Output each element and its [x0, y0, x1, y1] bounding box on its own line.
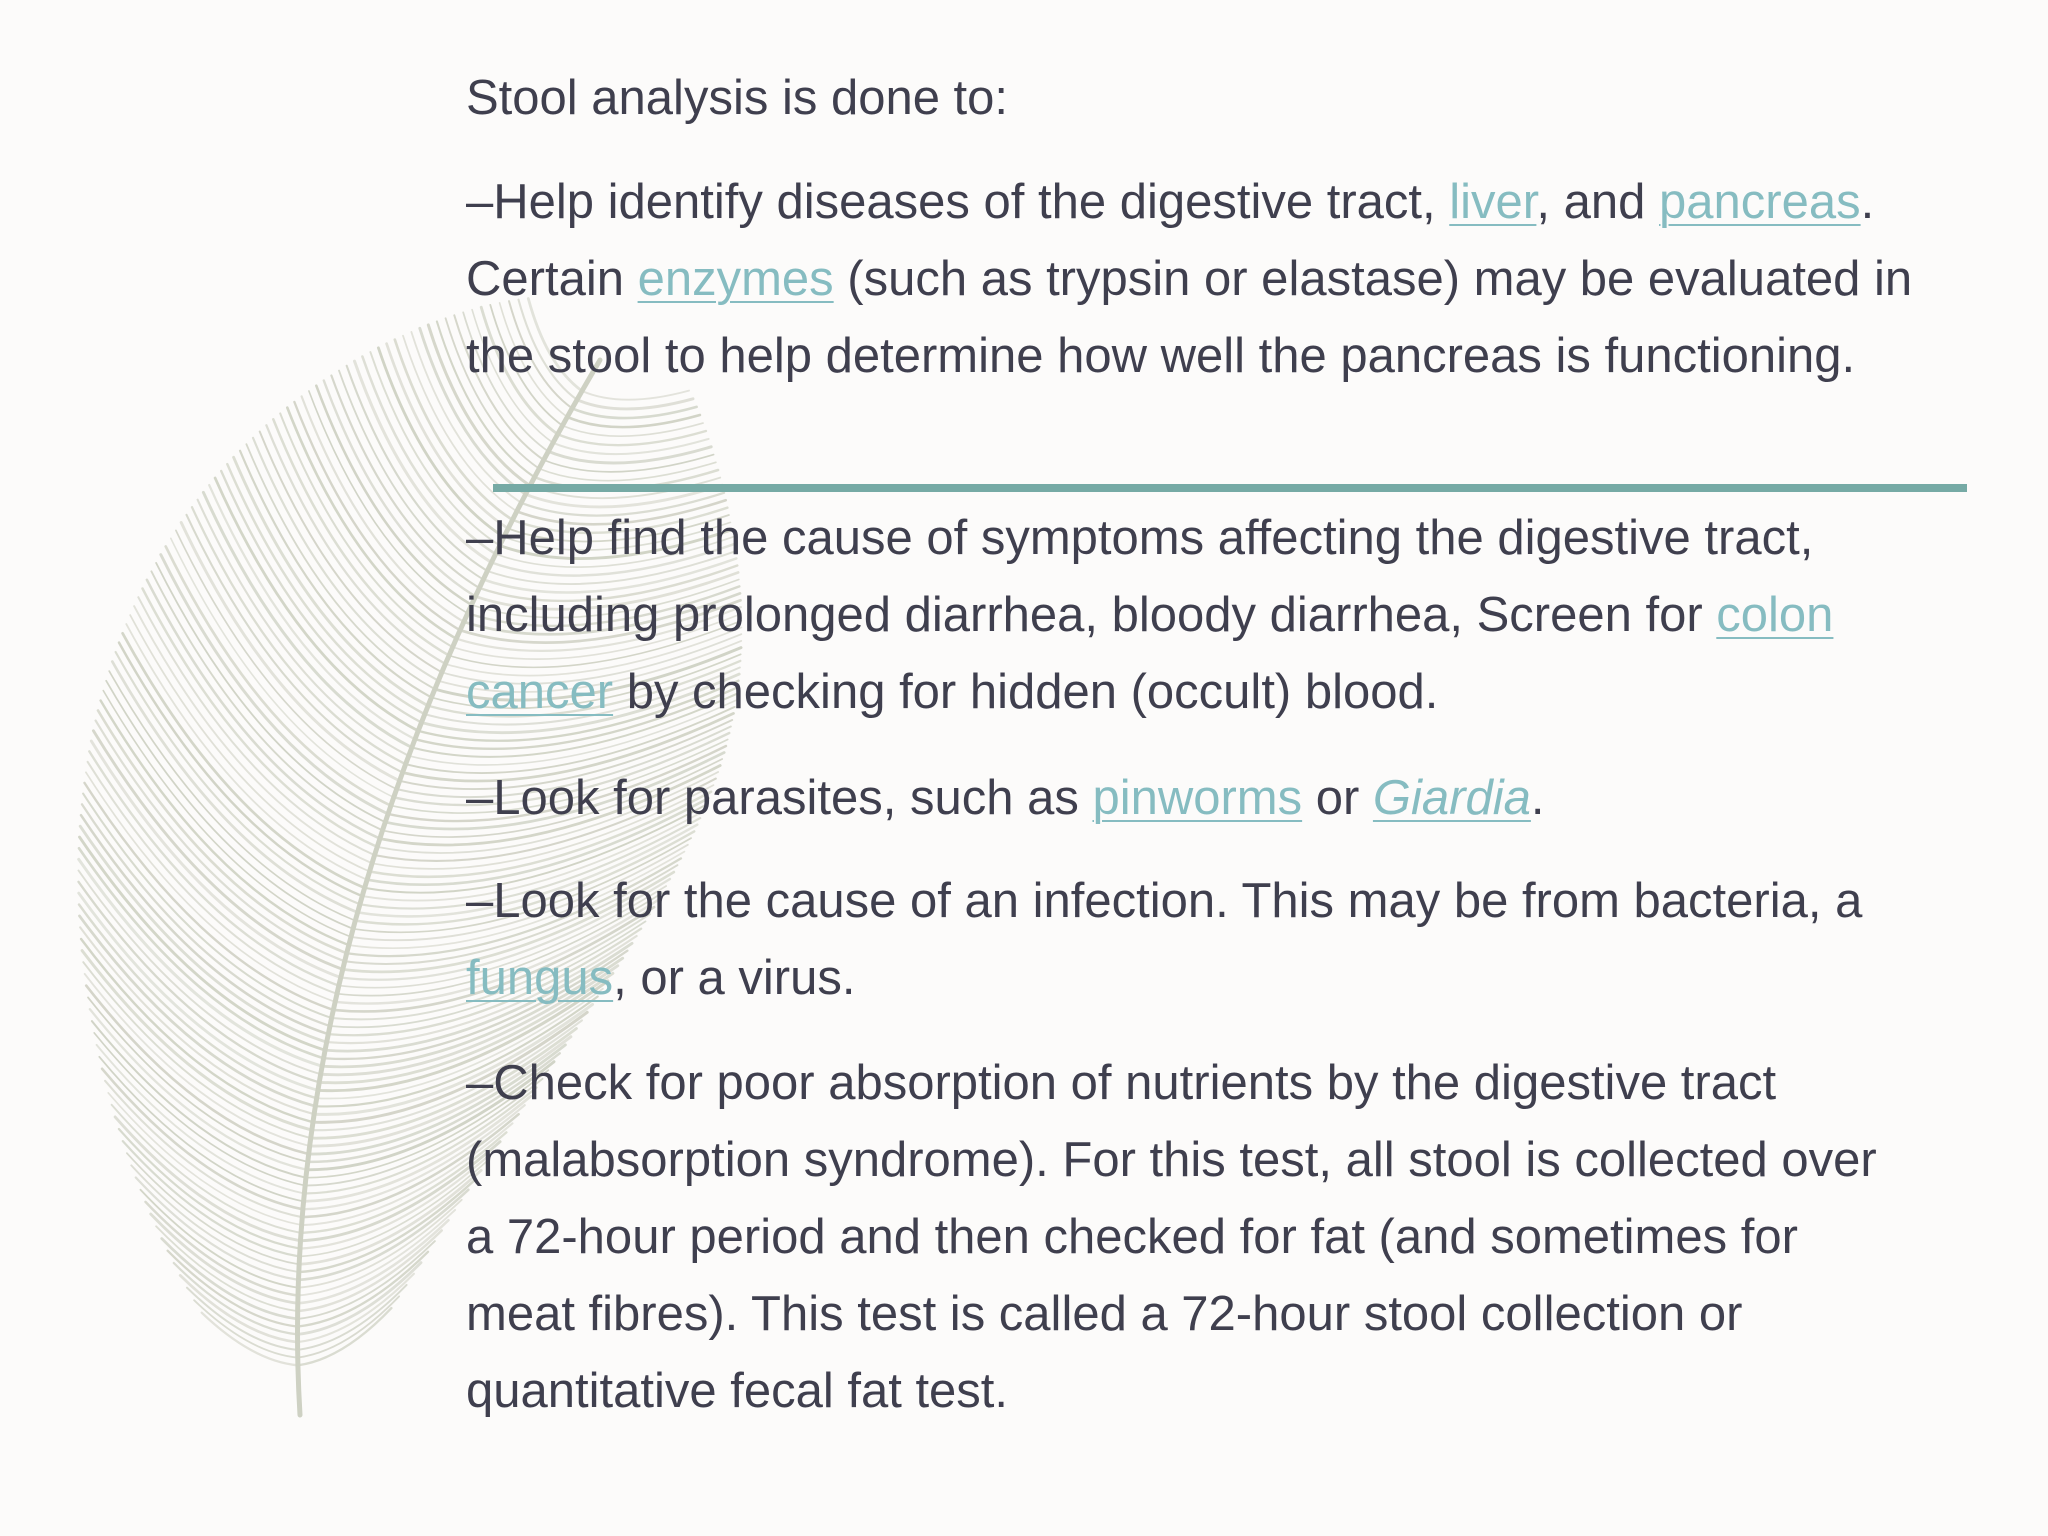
item-text: by checking for hidden (occult) blood. — [613, 665, 1439, 719]
link-colon-cancer[interactable]: colon cancer — [466, 588, 1834, 719]
item-text: or — [1302, 771, 1373, 825]
intro-heading — [466, 60, 1916, 137]
list-item — [466, 164, 1916, 395]
list-item — [466, 500, 1916, 731]
item-text: (such as trypsin or elastase) may be evaluated in the stool to help determine how well the pancreas is functioning. — [466, 252, 1913, 383]
link-pinworms[interactable]: pinworms — [1092, 771, 1303, 825]
link-liver[interactable]: liver — [1449, 175, 1537, 229]
link-fungus[interactable]: fungus — [466, 951, 614, 1005]
item-text: –Help identify diseases of the digestive tract, — [466, 175, 1450, 229]
list-item — [466, 760, 1916, 837]
item-text: –Help find the cause of symptoms affecting the digestive tract, including prolonged diarrhea, bloody diarrhea, Screen for — [466, 511, 1814, 642]
item-text: –Check for poor absorption of nutrients by the digestive tract (malabsorption syndrome). For this test, all stool is collected over a 72-hour period and then checked for fat (and sometimes for meat fibres). This test is called a 72-hour stool collection or quantitative fecal fat test. — [466, 1056, 1877, 1418]
item-text: –Look for the cause of an infection. This may be from bacteria, a — [466, 874, 1863, 928]
list-item — [466, 863, 1916, 1017]
link-enzymes[interactable]: enzymes — [637, 252, 834, 306]
item-text: . — [1530, 771, 1545, 825]
item-text: , and — [1536, 175, 1660, 229]
item-text: –Look for parasites, such as — [466, 771, 1093, 825]
link-giardia[interactable]: Giardia — [1372, 771, 1531, 825]
divider-rule — [493, 484, 1967, 492]
item-text: . Certain — [466, 175, 1875, 306]
intro-text: Stool analysis is done to: — [466, 71, 1009, 125]
link-pancreas[interactable]: pancreas — [1659, 175, 1861, 229]
item-text: , or a virus. — [613, 951, 856, 1005]
list-item — [466, 1045, 1916, 1430]
